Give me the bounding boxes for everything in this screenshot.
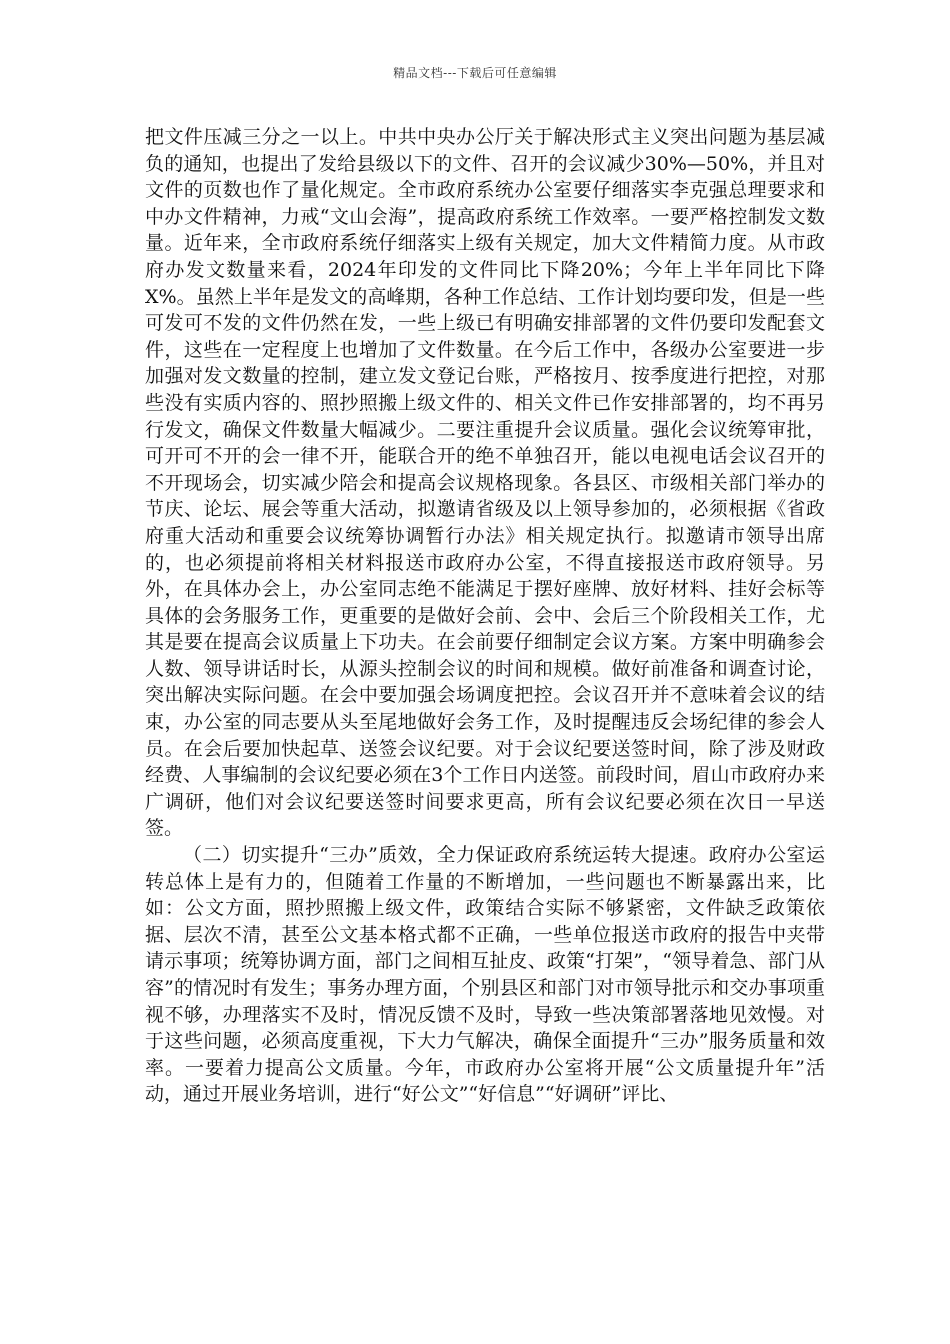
document-body (145, 124, 825, 1108)
body-paragraph-2: （二）切实提升“三办”质效，全力保证政府系统运转大提速。政府办公室运转总体上是有力的，但随着工作量的不断增加，一些问题也不断暴露出来，比如：公文方面，照抄照搬上级文件，政策结合实际不够紧密，文件缺乏政策依据、层次不清，甚至公文基本格式都不正确，一些单位报送市政府的报告中夹带请示事项；统筹协调方面，部门之间相互扯皮、政策“打架”，“领导着急、部门从容”的情况时有发生；事务办理方面，个别县区和部门对市领导批示和交办事项重视不够，办理落实不及时，情况反馈不及时，导致一些决策部署落地见效慢。对于这些问题，必须高度重视，下大力气解决，确保全面提升“三办”服务质量和效率。一要着力提高公文质量。今年，市政府办公室将开展“公文质量提升年”活动，通过开展业务培训，进行“好公文”“好信息”“好调研”评比、 (145, 844, 825, 1106)
page-header: 精品文档---下载后可任意编辑 (393, 66, 557, 80)
body-paragraph-1: 把文件压减三分之一以上。中共中央办公厅关于解决形式主义突出问题为基层减负的通知，也提出了发给县级以下的文件、召开的会议减少30%—50%，并且对文件的页数也作了量化规定。全市政府系统办公室要仔细落实李克强总理要求和中办文件精神，力戒“文山会海”，提高政府系统工作效率。一要严格控制发文数量。近年来，全市政府系统仔细落实上级有关规定，加大文件精简力度。从市政府办发文数量来看，2024年印发的文件同比下降20%；今年上半年同比下降X%。虽然上半年是发文的高峰期，各种工作总结、工作计划均要印发，但是一些可发可不发的文件仍然在发，一些上级已有明确安排部署的文件仍要印发配套文件，这些在一定程度上也增加了文件数量。在今后工作中，各级办公室要进一步加强对发文数量的控制，建立发文登记台账，严格按月、按季度进行把控，对那些没有实质内容的、照抄照搬上级文件的、相关文件已作安排部署的，均不再另行发文，确保文件数量大幅减少。二要注重提升会议质量。强化会议统筹审批，可开可不开的会一律不开，能联合开的绝不单独召开，能以电视电话会议召开的不开现场会，切实减少陪会和提高会议规格现象。各县区、市级相关部门举办的节庆、论坛、展会等重大活动，拟邀请省级及以上领导参加的，必须根据《省政府重大活动和重要会议统筹协调暂行办法》相关规定执行。拟邀请市领导出席的，也必须提前将相关材料报送市政府办公室，不得直接报送市政府领导。另外，在具体办会上，办公室同志绝不能满足于摆好座牌、放好材料、挂好会标等具体的会务服务工作，更重要的是做好会前、会中、会后三个阶段相关工作，尤其是要在提高会议质量上下功夫。在会前要仔细制定会议方案。方案中明确参会人数、领导讲话时长，从源头控制会议的时间和规模。做好前准备和调查讨论，突出解决实际问题。在会中要加强会场调度把控。会议召开并不意味着会议的结束，办公室的同志要从头至尾地做好会务工作，及时提醒违反会场纪律的参会人员。在会后要加快起草、送签会议纪要。对于会议纪要送签时间，除了涉及财政经费、人事编制的会议纪要必须在3个工作日内送签。前段时间，眉山市政府办来广调研，他们对会议纪要送签时间要求更高，所有会议纪要必须在次日一早送签。 (145, 126, 825, 840)
